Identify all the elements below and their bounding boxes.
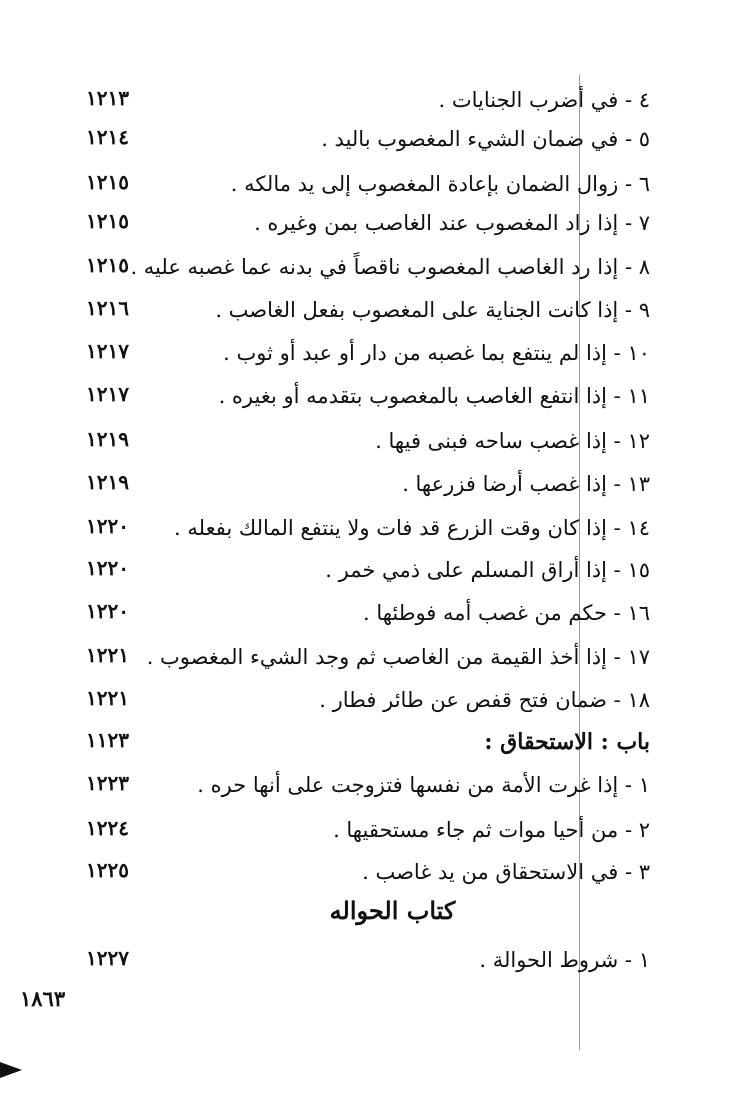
entry-title: ١ - شروط الحوالة . xyxy=(479,948,650,972)
entry-title: ٧ - إذا زاد المغصوب عند الغاصب بمن وغيره . xyxy=(254,211,650,235)
index-entry xyxy=(0,637,755,677)
index-entry xyxy=(0,164,755,204)
index-entry xyxy=(0,765,755,805)
index-entry xyxy=(0,376,755,416)
entry-page-number: ١٢٢٧ xyxy=(86,946,129,970)
entry-title: ٩ - إذا كانت الجناية على المغصوب بفعل الغاصب . xyxy=(215,298,650,322)
index-entry xyxy=(0,852,755,892)
entry-title: ١٠ - إذا لم ينتفع بما غصبه من دار أو عبد أو ثوب . xyxy=(223,341,650,365)
entry-title: ١٥ - إذا أراق المسلم على ذمي خمر . xyxy=(325,558,650,582)
entry-page-number: ١٢١٣ xyxy=(86,86,129,110)
index-entry xyxy=(0,421,755,461)
book-title-text: كتاب الحواله xyxy=(329,896,456,925)
entry-title: ١١ - إذا انتفع الغاصب بالمغصوب بتقدمه أو بغيره . xyxy=(218,384,650,408)
entry-page-number: ١٢٢٣ xyxy=(86,771,129,795)
index-entry xyxy=(0,940,755,980)
entry-page-number: ١٢١٥ xyxy=(86,253,129,277)
entry-title: ٢ - من أحيا موات ثم جاء مستحقيها . xyxy=(333,818,650,842)
entry-title: ١٤ - إذا كان وقت الزرع قد فات ولا ينتفع المالك بفعله . xyxy=(174,516,650,540)
corner-arrow-mark xyxy=(0,1062,22,1078)
entry-title: ١ - إذا غرت الأمة من نفسها فتزوجت على أنها حره . xyxy=(197,773,650,797)
section-heading-title: باب : الاستحقاق : xyxy=(484,729,650,755)
entry-title: ٦ - زوال الضمان بإعادة المغصوب إلى يد مالكه . xyxy=(230,172,650,196)
entry-page-number: ١٢٢٠ xyxy=(86,514,129,538)
index-entry xyxy=(0,80,755,120)
entry-page-number: ١٢٢٠ xyxy=(86,556,129,580)
entry-page-number: ١٢٢١ xyxy=(86,643,129,667)
entry-title: ١٨ - ضمان فتح قفص عن طائر فطار . xyxy=(319,688,650,712)
section-heading xyxy=(0,722,755,762)
index-entry xyxy=(0,333,755,373)
index-entry xyxy=(0,680,755,720)
index-entry xyxy=(0,119,755,159)
book-title xyxy=(0,895,755,927)
index-entry xyxy=(0,550,755,590)
index-entry xyxy=(0,508,755,548)
entry-page-number: ١٢٢٠ xyxy=(86,599,129,623)
entry-page-number: ١٢١٦ xyxy=(86,296,129,320)
page-number: ١٨٦٣ xyxy=(20,986,66,1011)
entry-title: ١٣ - إذا غصب أرضا فزرعها . xyxy=(402,472,650,496)
index-entry xyxy=(0,810,755,850)
entry-page-number: ١٢١٧ xyxy=(86,382,129,406)
entry-page-number: ١٢١٤ xyxy=(86,125,129,149)
entry-page-number: ١٢٢٤ xyxy=(86,816,129,840)
index-entry xyxy=(0,464,755,504)
entry-title: ١٢ - إذا غصب ساحه فبنى فيها . xyxy=(375,429,650,453)
entry-page-number: ١١٢٣ xyxy=(86,728,129,752)
entry-page-number: ١٢٢٥ xyxy=(86,858,129,882)
index-entry xyxy=(0,247,755,287)
entry-title: ٤ - في أضرب الجنايات . xyxy=(438,88,650,112)
entry-title: ١٦ - حكم من غصب أمه فوطئها . xyxy=(362,601,650,625)
entry-title: ٣ - في الاستحقاق من يد غاصب . xyxy=(362,860,650,884)
entry-title: ١٧ - إذا أخذ القيمة من الغاصب ثم وجد الشيء المغصوب . xyxy=(146,645,650,669)
index-entry xyxy=(0,593,755,633)
entry-page-number: ١٢١٩ xyxy=(86,470,129,494)
index-entry xyxy=(0,290,755,330)
entry-page-number: ١٢١٩ xyxy=(86,427,129,451)
entry-page-number: ١٢١٧ xyxy=(86,339,129,363)
entry-page-number: ١٢٢١ xyxy=(86,686,129,710)
entry-title: ٨ - إذا رد الغاصب المغصوب ناقصاً في بدنه عما غصبه عليه . xyxy=(130,255,650,279)
entry-title: ٥ - في ضمان الشيء المغصوب باليد . xyxy=(321,127,650,151)
index-entry xyxy=(0,203,755,243)
entry-page-number: ١٢١٥ xyxy=(86,209,129,233)
entry-page-number: ١٢١٥ xyxy=(86,170,129,194)
